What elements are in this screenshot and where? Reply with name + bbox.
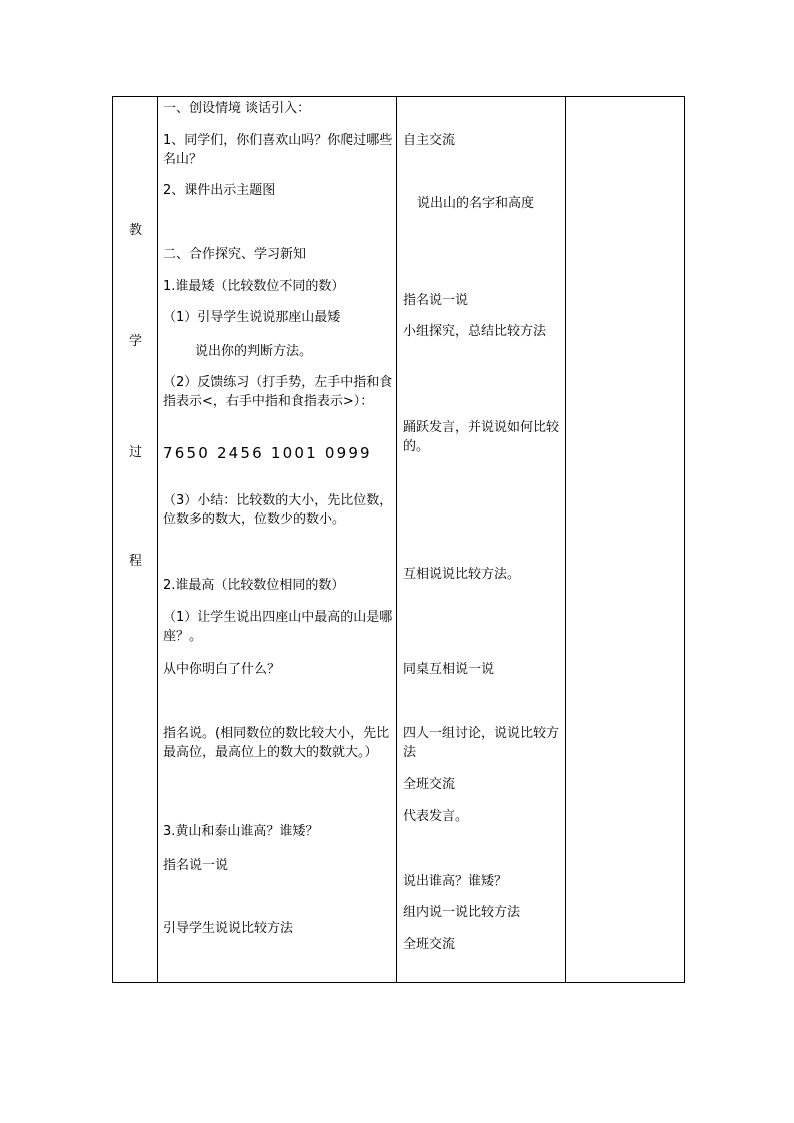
section-heading: 一、创设情境 谈话引入：: [163, 101, 311, 116]
process-text: （1）引导学生说说那座山最矮: [163, 310, 341, 325]
activity-text: 踊跃发言，并说说如何比较的。: [403, 420, 560, 454]
activity-text: 全班交流: [403, 937, 456, 952]
side-label-char: 教: [129, 223, 143, 238]
lesson-table: [112, 96, 685, 983]
process-text: 引导学生说说比较方法: [163, 921, 294, 936]
activity-text: 组内说一说比较方法: [403, 905, 521, 920]
activity-text: 指名说一说: [403, 293, 469, 308]
activity-text: 说出谁高？谁矮？: [403, 874, 508, 889]
process-text: （1）让学生说出四座山中最高的山是哪座？。: [163, 610, 393, 644]
side-label-char: 学: [129, 334, 143, 349]
activity-text: 代表发言。: [403, 809, 469, 824]
process-text: （2）反馈练习（打手势，左手中指和食指表示<，右手中指和食指表示>）：: [163, 375, 393, 409]
activity-text: 自主交流: [403, 133, 456, 148]
process-text: 1.谁最矮（比较数位不同的数）: [163, 279, 345, 294]
activity-text: 小组探究，总结比较方法: [403, 324, 547, 339]
side-label-char: 过: [129, 445, 143, 460]
column-divider: [396, 97, 397, 982]
process-text: 指名说。(相同数位的数比较大小，先比最高位，最高位上的数大的数就大。）: [163, 726, 390, 760]
process-text: 指名说一说: [163, 858, 229, 873]
process-text: （3）小结：比较数的大小，先比位数，位数多的数大，位数少的数小。: [163, 493, 393, 527]
process-text: 说出你的判断方法。: [195, 344, 313, 359]
process-text: 2、课件出示主题图: [163, 183, 276, 198]
activity-text: 同桌互相说一说: [403, 662, 495, 677]
process-text: 从中你明白了什么？: [163, 662, 281, 677]
process-text: 1、同学们，你们喜欢山吗？你爬过哪些名山？: [163, 133, 393, 167]
section-heading: 二、合作探究、学习新知: [163, 247, 307, 262]
side-label-char: 程: [129, 554, 143, 569]
activity-text: 说出山的名字和高度: [417, 196, 535, 211]
activity-text: 互相说说比较方法。: [403, 567, 521, 582]
column-divider: [157, 97, 158, 982]
activity-text: 四人一组讨论，说说比较方法: [403, 726, 560, 760]
number-comparison: 7650 2456 1001 0999: [163, 444, 372, 462]
activity-text: 全班交流: [403, 777, 456, 792]
process-text: 3.黄山和泰山谁高？谁矮？: [163, 824, 319, 839]
column-divider: [565, 97, 566, 982]
process-text: 2.谁最高（比较数位相同的数）: [163, 578, 345, 593]
